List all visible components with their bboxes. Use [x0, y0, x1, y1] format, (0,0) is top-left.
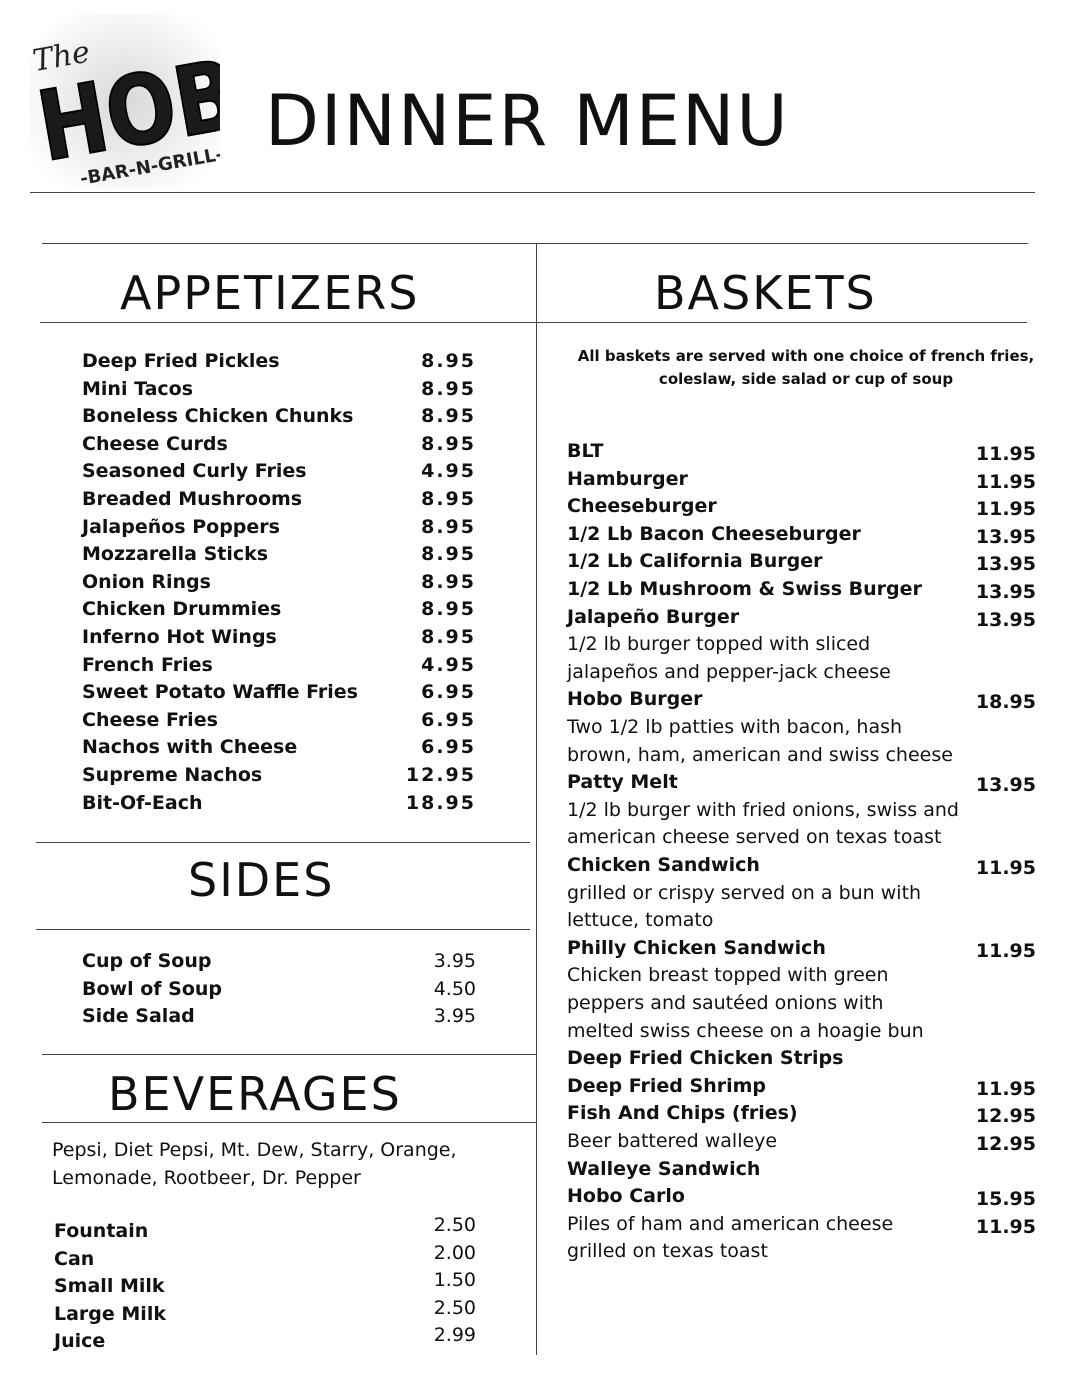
basket-item-price: 11.95 — [975, 857, 1036, 879]
appetizer-name: Cheese Curds — [82, 432, 228, 455]
menu-top-rule — [42, 243, 1028, 244]
sides-bottom-rule — [36, 929, 530, 930]
logo-sub-text: -BAR-N-GRILL- — [78, 143, 220, 189]
appetizer-price: 18.95 — [405, 791, 476, 814]
side-name: Cup of Soup — [82, 950, 212, 972]
appetizer-price: 8.95 — [421, 543, 476, 566]
appetizer-name: Boneless Chicken Chunks — [82, 405, 354, 428]
side-name: Bowl of Soup — [82, 977, 223, 1000]
side-price: 3.95 — [433, 1005, 476, 1028]
column-divider — [536, 243, 537, 1355]
beverage-price: 2.50 — [433, 1214, 476, 1236]
appetizer-name: Sweet Potato Waffle Fries — [82, 681, 358, 704]
appetizer-price: 4.95 — [421, 460, 476, 483]
basket-item-price: 11.95 — [975, 1077, 1036, 1100]
basket-item-price: 13.95 — [975, 608, 1036, 631]
appetizer-price: 8.95 — [421, 626, 476, 648]
basket-item-name: Hamburger — [567, 467, 688, 490]
basket-item-description: melted swiss cheese on a hoagie bun — [567, 1019, 924, 1042]
basket-item-description: 1/2 lb burger with fried onions, swiss and — [567, 798, 959, 821]
appetizer-name: Inferno Hot Wings — [82, 626, 277, 648]
appetizer-name: Seasoned Curly Fries — [82, 460, 307, 483]
basket-item-price: 18.95 — [975, 691, 1036, 714]
appetizer-price: 8.95 — [421, 377, 476, 400]
basket-item-price: 13.95 — [975, 553, 1036, 576]
beverage-name: Large Milk — [54, 1302, 166, 1325]
basket-item-price: 11.95 — [975, 1215, 1036, 1238]
basket-item-description: american cheese served on texas toast — [567, 826, 942, 849]
side-name: Side Salad — [82, 1005, 195, 1028]
appetizer-price: 8.95 — [421, 488, 476, 510]
appetizer-price: 8.95 — [421, 570, 476, 593]
beverage-name: Can — [54, 1247, 95, 1270]
sides-title: SIDES — [188, 853, 335, 907]
appetizer-price: 8.95 — [421, 350, 476, 372]
appetizer-name: Mini Tacos — [82, 377, 194, 400]
beverages-bottom-rule — [42, 1122, 536, 1123]
appetizer-price: 8.95 — [421, 432, 476, 455]
appetizers-title: APPETIZERS — [120, 266, 420, 320]
beverages-description-1: Pepsi, Diet Pepsi, Mt. Dew, Starry, Orange, — [52, 1139, 457, 1161]
basket-item-name: Chicken Sandwich — [567, 854, 760, 876]
basket-item-name: Deep Fried Chicken Strips — [567, 1047, 844, 1070]
basket-item-name: Cheeseburger — [567, 495, 717, 518]
basket-item-price: 13.95 — [975, 774, 1036, 797]
basket-item-description: Chicken breast topped with green — [567, 964, 889, 987]
baskets-title: BASKETS — [654, 266, 877, 320]
basket-item-price: 11.95 — [975, 443, 1036, 465]
appetizer-price: 6.95 — [421, 681, 476, 704]
appetizer-price: 8.95 — [421, 515, 476, 538]
basket-item-price: 13.95 — [975, 525, 1036, 548]
basket-item-description: Two 1/2 lb patties with bacon, hash — [567, 716, 903, 738]
appetizer-name: Mozzarella Sticks — [82, 543, 269, 566]
appetizer-price: 12.95 — [405, 764, 476, 786]
logo-top-text: The — [30, 34, 93, 80]
basket-item-name: Walleye Sandwich — [567, 1157, 761, 1180]
basket-item-name: Patty Melt — [567, 771, 678, 794]
basket-item-description: Beer battered walleye — [567, 1130, 778, 1152]
basket-item-description: grilled on texas toast — [567, 1240, 768, 1263]
beverages-title: BEVERAGES — [108, 1067, 402, 1121]
basket-item-name: 1/2 Lb Bacon Cheeseburger — [567, 522, 861, 545]
basket-item-name: 1/2 Lb Mushroom & Swiss Burger — [567, 578, 922, 600]
basket-item-description: 1/2 lb burger topped with sliced — [567, 633, 871, 656]
beverages-description-2: Lemonade, Rootbeer, Dr. Pepper — [52, 1167, 361, 1189]
baskets-note-2: coleslaw, side salad or cup of soup — [658, 370, 954, 388]
basket-item-name: Philly Chicken Sandwich — [567, 936, 826, 959]
basket-item-description: Piles of ham and american cheese — [567, 1212, 894, 1235]
appetizer-price: 8.95 — [421, 405, 476, 428]
basket-item-price: 11.95 — [975, 498, 1036, 521]
appetizer-price: 4.95 — [421, 653, 476, 676]
page-title: DINNER MENU — [265, 80, 790, 162]
basket-item-description: brown, ham, american and swiss cheese — [567, 743, 953, 766]
basket-item-price: 15.95 — [975, 1188, 1036, 1211]
basket-item-price: 12.95 — [975, 1133, 1036, 1155]
appetizer-name: Nachos with Cheese — [82, 736, 298, 759]
basket-item-name: Fish And Chips (fries) — [567, 1102, 798, 1125]
basket-item-description: lettuce, tomato — [567, 909, 714, 932]
beverage-price: 1.50 — [433, 1269, 476, 1292]
appetizer-name: Breaded Mushrooms — [82, 488, 303, 510]
appetizer-price: 6.95 — [421, 736, 476, 759]
appetizer-name: Chicken Drummies — [82, 598, 282, 621]
baskets-note-1: All baskets are served with one choice of french fries, — [577, 347, 1035, 365]
basket-item-name: Hobo Burger — [567, 688, 703, 711]
hobo-logo — [30, 14, 220, 189]
basket-item-name: Jalapeño Burger — [567, 605, 740, 628]
beverage-price: 2.50 — [433, 1296, 476, 1319]
beverage-price: 2.00 — [433, 1241, 476, 1264]
basket-item-name: Hobo Carlo — [567, 1185, 685, 1208]
appetizer-price: 8.95 — [421, 598, 476, 621]
basket-item-price: 13.95 — [975, 581, 1036, 603]
beverage-price: 2.99 — [433, 1324, 476, 1347]
appetizer-name: Bit-Of-Each — [82, 791, 203, 814]
appetizer-name: Supreme Nachos — [82, 764, 263, 786]
basket-item-description: peppers and sautéed onions with — [567, 992, 884, 1014]
beverages-top-rule — [42, 1054, 536, 1055]
basket-item-price: 11.95 — [975, 939, 1036, 962]
appetizer-name: Onion Rings — [82, 570, 211, 593]
appetizer-name: French Fries — [82, 653, 213, 676]
basket-item-description: grilled or crispy served on a bun with — [567, 881, 922, 904]
hobo-logo-graphic — [30, 14, 220, 189]
section-title-rule — [40, 322, 1027, 323]
basket-item-price: 11.95 — [975, 470, 1036, 493]
beverage-name: Juice — [54, 1330, 106, 1353]
appetizer-name: Cheese Fries — [82, 708, 218, 731]
basket-item-price: 12.95 — [975, 1105, 1036, 1128]
beverage-name: Small Milk — [54, 1275, 165, 1298]
basket-item-name: 1/2 Lb California Burger — [567, 550, 823, 573]
appetizer-price: 6.95 — [421, 708, 476, 731]
logo-main-text: HOBO — [30, 26, 220, 185]
appetizer-name: Jalapeños Poppers — [82, 515, 280, 538]
basket-item-name: BLT — [567, 440, 604, 462]
sides-top-rule — [36, 842, 530, 843]
appetizer-name: Deep Fried Pickles — [82, 350, 280, 372]
side-price: 4.50 — [433, 977, 476, 1000]
basket-item-description: jalapeños and pepper-jack cheese — [567, 660, 891, 683]
beverage-name: Fountain — [54, 1220, 149, 1242]
side-price: 3.95 — [433, 950, 476, 972]
header-divider — [30, 192, 1035, 193]
basket-item-name: Deep Fried Shrimp — [567, 1074, 766, 1097]
